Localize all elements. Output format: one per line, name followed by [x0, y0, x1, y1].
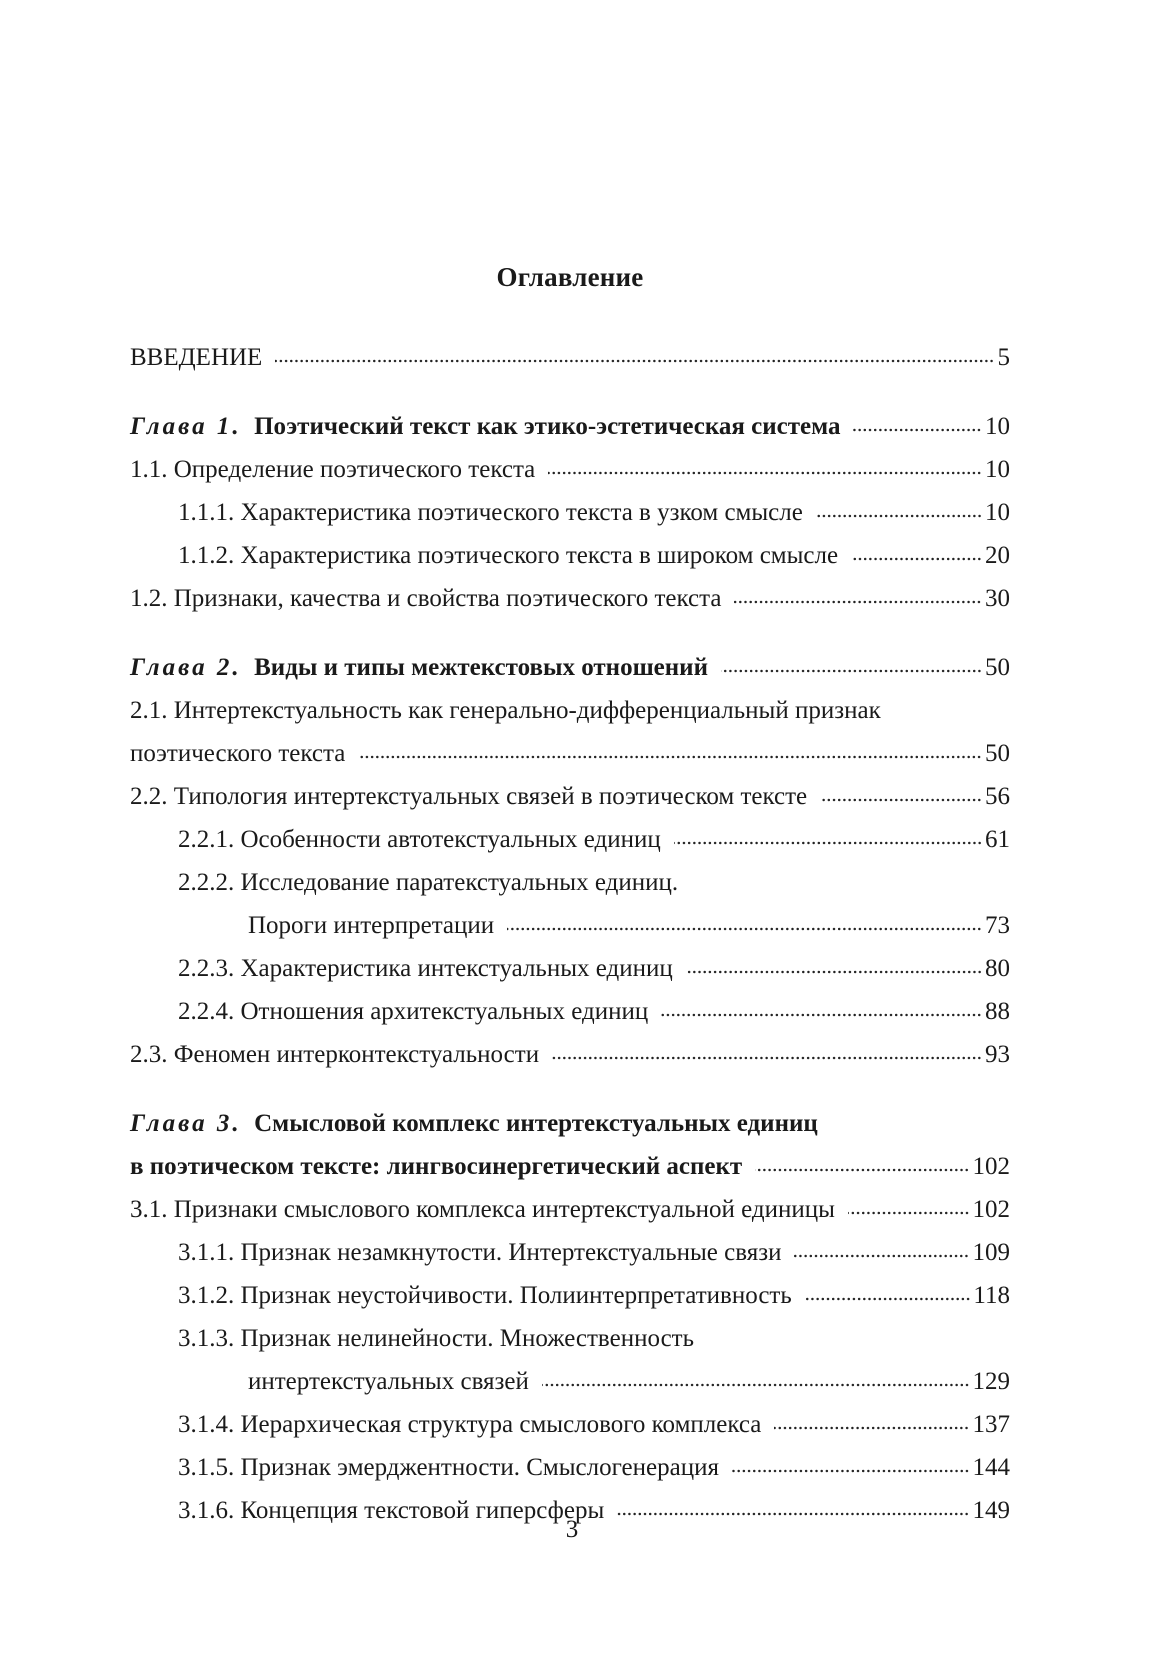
chapter-title: Поэтический текст как этико-эстетическая система: [254, 413, 841, 440]
toc-entry-chapter-3-line1: [130, 1102, 1010, 1145]
toc-entry-1-1-2: [130, 534, 1010, 577]
entry-title: 3.1.2. Признак неустойчивости. Полиинтерпретативность: [178, 1282, 792, 1309]
entry-title: 2.2.1. Особенности автотекстуальных единиц: [178, 826, 661, 853]
toc-entry-2-2-2-line1: [130, 861, 1010, 904]
dot-leader: [820, 796, 982, 804]
dot-leader: [542, 1381, 970, 1389]
entry-page: 10: [985, 499, 1010, 526]
toc-entry-3-1-4: [130, 1403, 1010, 1446]
entry-title: 1.1.1. Характеристика поэтического текста в узком смысле: [178, 499, 803, 526]
toc-entry-3-1-5: [130, 1446, 1010, 1489]
dot-leader: [661, 1011, 982, 1019]
dot-leader: [816, 512, 982, 520]
toc-entry-chapter-3: [130, 1145, 1010, 1188]
entry-title-continued: интертекстуальных связей: [248, 1368, 529, 1395]
entry-page: 20: [985, 542, 1010, 569]
toc-entry-3-1-3-line1: [130, 1317, 1010, 1360]
entry-page: 50: [985, 740, 1010, 767]
dot-leader: [721, 667, 982, 675]
entry-page: 144: [972, 1454, 1010, 1481]
entry-page: 61: [985, 826, 1010, 853]
entry-title: 2.2.2. Исследование паратекстуальных единиц.: [178, 869, 679, 896]
entry-title: 3.1.1. Признак незамкнутости. Интертекстуальные связи: [178, 1239, 782, 1266]
entry-page: 137: [972, 1411, 1010, 1438]
entry-page: 30: [985, 585, 1010, 612]
toc-entry-3-1-2: [130, 1274, 1010, 1317]
dot-leader: [853, 426, 982, 434]
entry-page: 129: [972, 1368, 1010, 1395]
entry-page: 109: [972, 1239, 1010, 1266]
entry-title: 3.1.5. Признак эмерджентности. Смыслогенерация: [178, 1454, 719, 1481]
toc-entry-1-1-1: [130, 491, 1010, 534]
dot-leader: [805, 1295, 971, 1303]
toc-entry-2-2-2: [130, 904, 1010, 947]
entry-title-continued: поэтического текста: [130, 740, 346, 767]
toc-entry-2-3: [130, 1033, 1010, 1076]
toc-entry-introduction: [130, 336, 1010, 379]
chapter-label: Глава 3.: [130, 1110, 242, 1137]
toc-entry-1-2: [130, 577, 1010, 620]
dot-leader: [548, 469, 982, 477]
entry-title: ВВЕДЕНИЕ: [130, 344, 263, 371]
dot-leader: [686, 968, 982, 976]
entry-page: 50: [985, 654, 1010, 681]
dot-leader: [774, 1424, 969, 1432]
entry-title: 3.1. Признаки смыслового комплекса интертекстуальной единицы: [130, 1196, 835, 1223]
toc-entry-2-2-1: [130, 818, 1010, 861]
table-of-contents: [130, 336, 1010, 1532]
toc-entry-2-2-3: [130, 947, 1010, 990]
entry-title: 3.1.4. Иерархическая структура смыслового комплекса: [178, 1411, 762, 1438]
toc-entry-2-2-4: [130, 990, 1010, 1033]
entry-title-continued: Пороги интерпретации: [248, 912, 495, 939]
toc-entry-chapter-2: [130, 646, 1010, 689]
entry-title: 2.3. Феномен интерконтекстуальности: [130, 1041, 540, 1068]
entry-page: 56: [985, 783, 1010, 810]
entry-title: 2.1. Интертекстуальность как генерально-дифференциальный признак: [130, 697, 881, 724]
entry-page: 118: [973, 1282, 1010, 1309]
dot-leader: [552, 1054, 982, 1062]
entry-title: 1.1. Определение поэтического текста: [130, 456, 536, 483]
entry-page: 149: [972, 1497, 1010, 1524]
toc-entry-3-1: [130, 1188, 1010, 1231]
dot-leader: [734, 598, 982, 606]
dot-leader: [674, 839, 982, 847]
entry-title: 2.2.3. Характеристика интекстуальных единиц: [178, 955, 673, 982]
dot-leader: [851, 555, 982, 563]
entry-page: 80: [985, 955, 1010, 982]
page-title: Оглавление: [496, 262, 644, 292]
toc-entry-2-1: [130, 732, 1010, 775]
dot-leader: [732, 1467, 970, 1475]
toc-entry-1-1: [130, 448, 1010, 491]
toc-entry-2-2: [130, 775, 1010, 818]
chapter-title: Виды и типы межтекстовых отношений: [254, 654, 708, 681]
entry-title: 1.1.2. Характеристика поэтического текста в широком смысле: [178, 542, 839, 569]
entry-title: 2.2. Типология интертекстуальных связей в поэтическом тексте: [130, 783, 808, 810]
dot-leader: [848, 1209, 970, 1217]
entry-page: 10: [985, 456, 1010, 483]
entry-page: 88: [985, 998, 1010, 1025]
toc-entry-3-1-3: [130, 1360, 1010, 1403]
entry-page: 93: [985, 1041, 1010, 1068]
entry-page: 10: [985, 413, 1010, 440]
chapter-label: Глава 1.: [130, 413, 242, 440]
entry-title: 2.2.4. Отношения архитекстуальных единиц: [178, 998, 649, 1025]
entry-title: 3.1.6. Концепция текстовой гиперсферы: [178, 1497, 605, 1524]
chapter-title: Смысловой комплекс интертекстуальных единиц: [254, 1110, 818, 1137]
dot-leader: [358, 753, 982, 761]
dot-leader: [755, 1166, 969, 1174]
entry-page: 102: [972, 1153, 1010, 1180]
dot-leader: [275, 357, 994, 365]
dot-leader: [794, 1252, 969, 1260]
chapter-title-continued: в поэтическом тексте: лингвосинергетический аспект: [130, 1153, 743, 1180]
entry-title: 1.2. Признаки, качества и свойства поэтического текста: [130, 585, 722, 612]
toc-entry-3-1-1: [130, 1231, 1010, 1274]
toc-entry-chapter-1: [130, 405, 1010, 448]
chapter-label: Глава 2.: [130, 654, 242, 681]
entry-page: 102: [972, 1196, 1010, 1223]
entry-title: 3.1.3. Признак нелинейности. Множественность: [178, 1325, 694, 1352]
entry-page: 5: [997, 344, 1010, 371]
entry-page: 73: [985, 912, 1010, 939]
toc-entry-2-1-line1: [130, 689, 1010, 732]
page-number: 3: [565, 1516, 579, 1543]
dot-leader: [507, 925, 982, 933]
